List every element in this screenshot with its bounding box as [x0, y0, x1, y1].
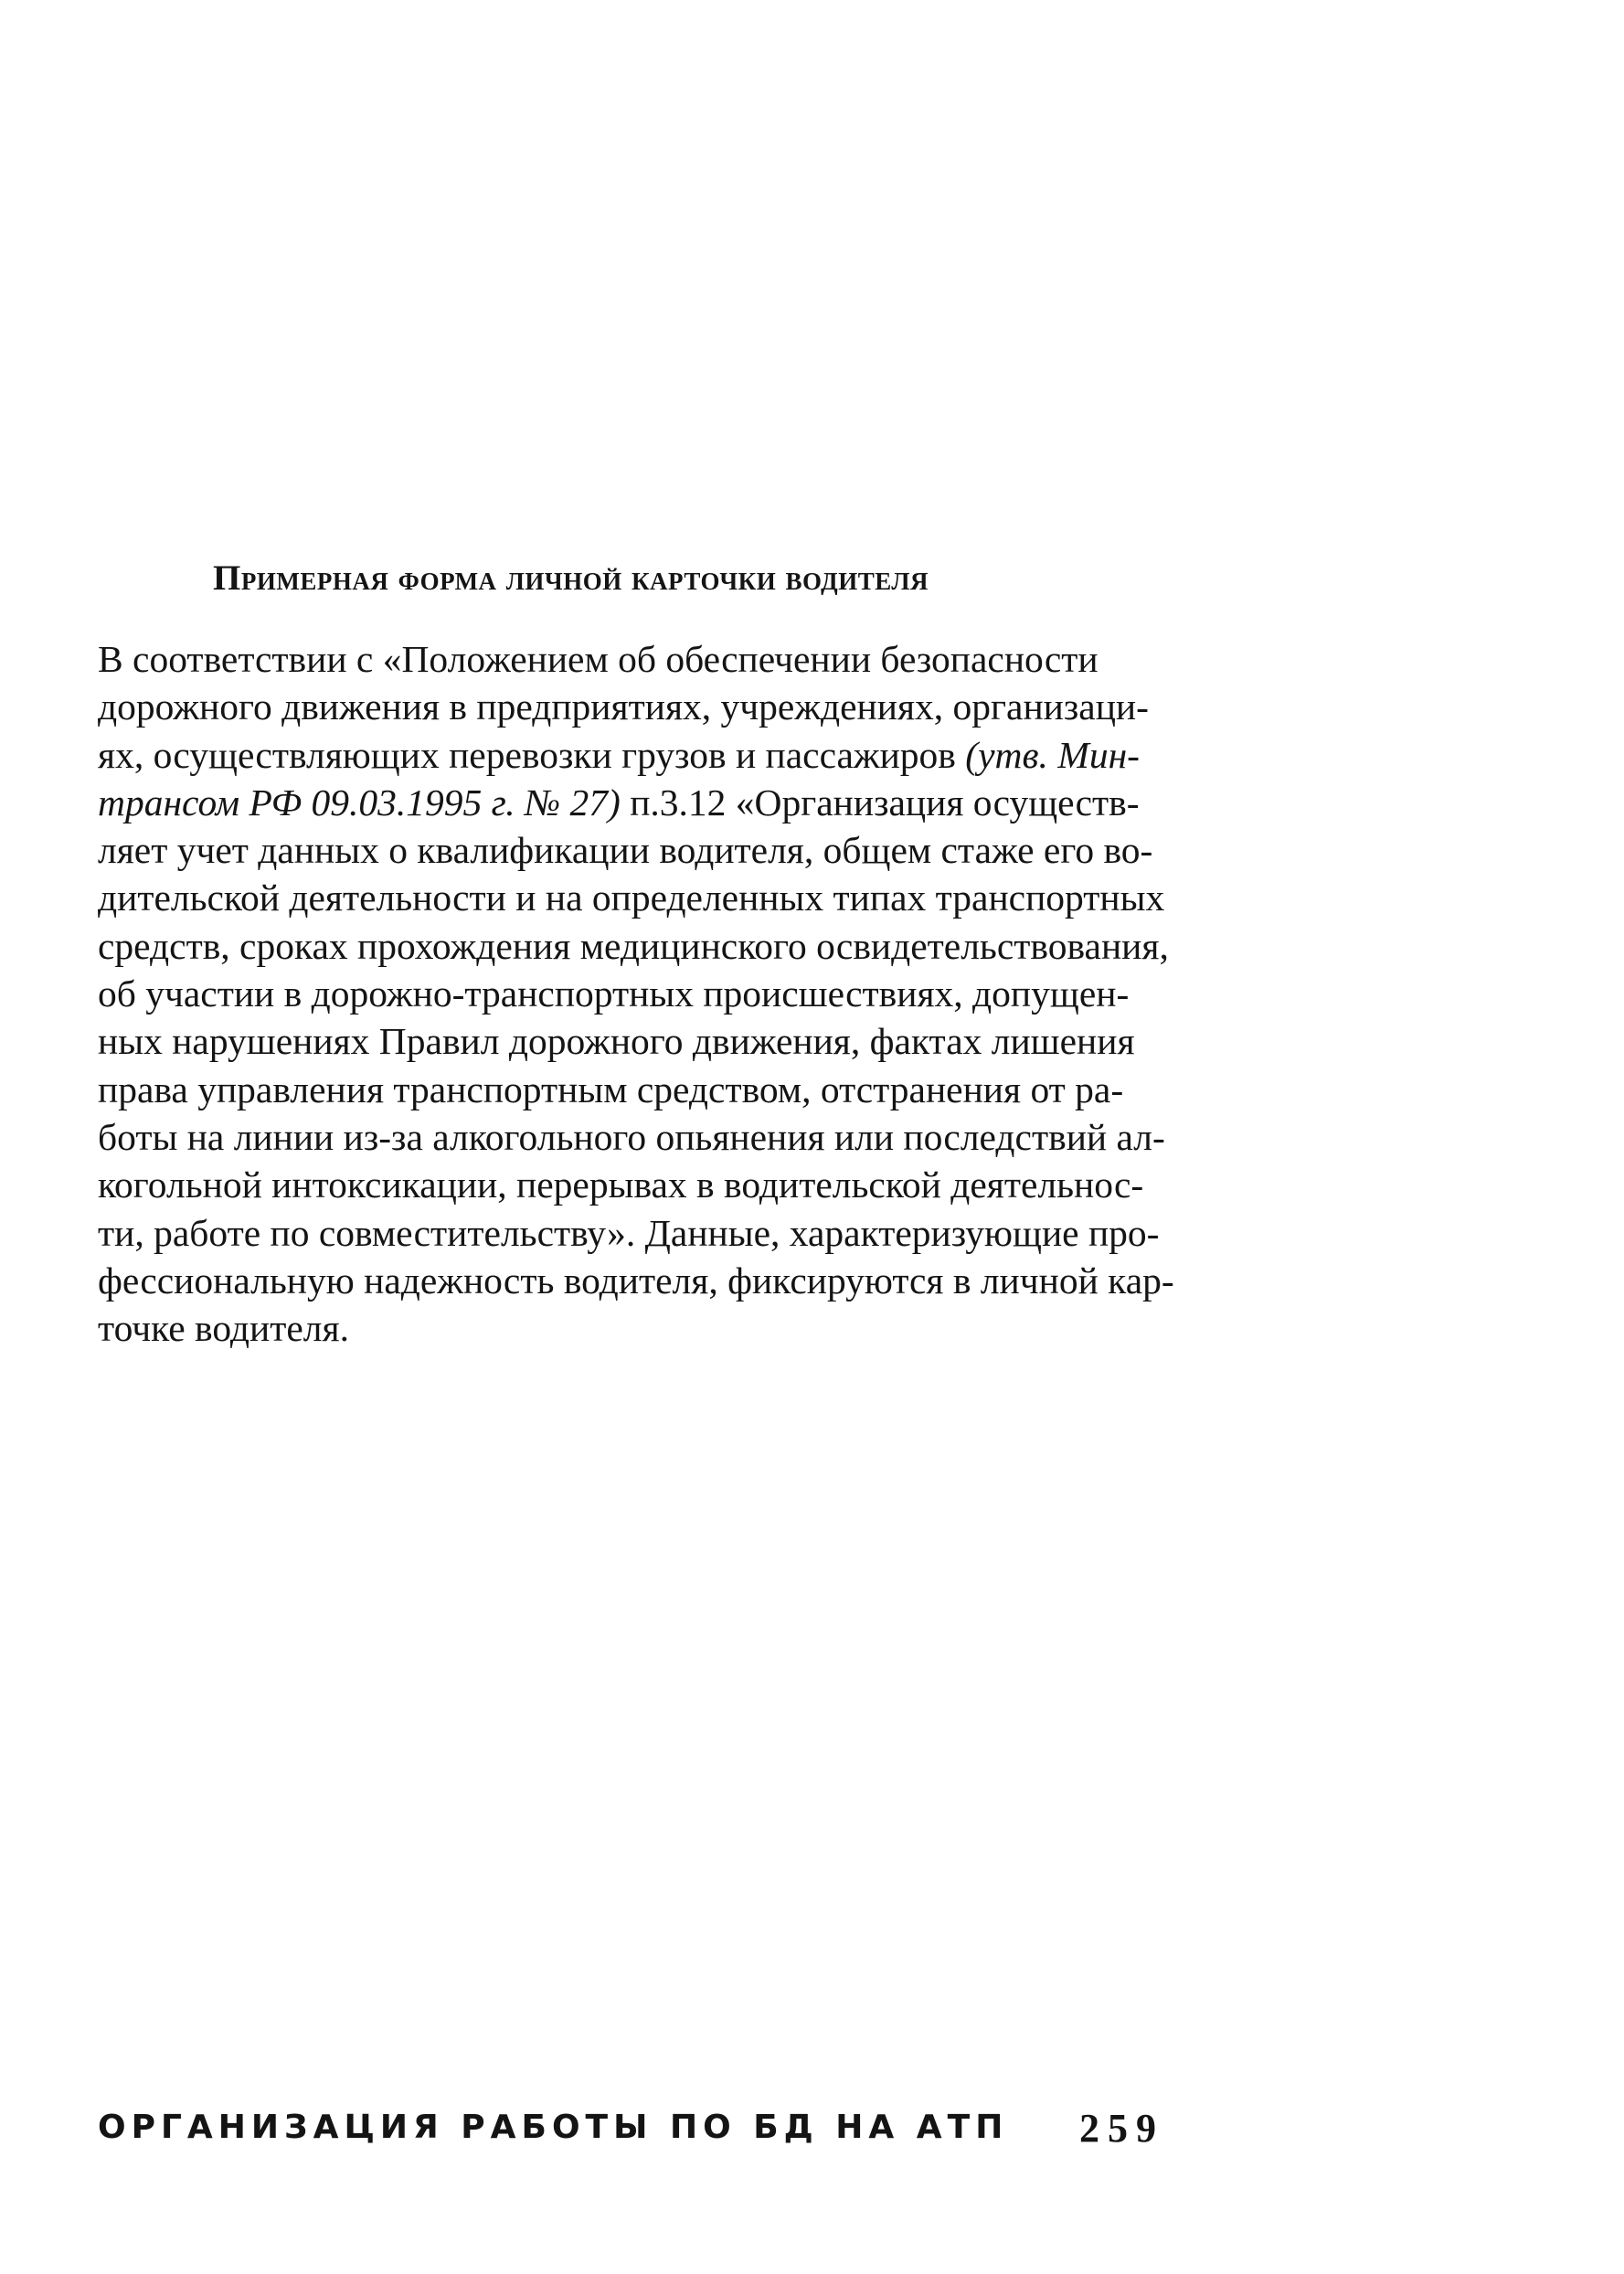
text-line	[98, 826, 1225, 874]
text-run: фессиональную надежность водителя, фиксируются в личной кар-	[98, 1259, 1174, 1302]
text-line	[98, 922, 1225, 970]
text-run: средств, сроках прохождения медицинского освидетельствования,	[98, 924, 1169, 967]
italic-citation: трансом РФ 09.03.1995 г. № 27)	[98, 781, 621, 824]
text-line	[98, 1161, 1225, 1208]
text-run: ях, осуществляющих перевозки грузов и пассажиров	[98, 733, 966, 776]
text-run: права управления транспортным средством, отстранения от ра-	[98, 1068, 1124, 1110]
text-line	[98, 1209, 1225, 1257]
text-run: когольной интоксикации, перерывах в водительской деятельнос-	[98, 1164, 1144, 1206]
text-line	[98, 1257, 1225, 1304]
text-run: дорожного движения в предприятиях, учреждениях, организаци-	[98, 685, 1149, 728]
text-line	[98, 731, 1225, 779]
italic-citation: (утв. Мин-	[965, 733, 1140, 776]
text-line	[98, 1066, 1225, 1113]
text-run: ных нарушениях Правил дорожного движения, фактах лишения	[98, 1020, 1135, 1063]
text-line	[98, 683, 1225, 730]
text-run: В соответствии с «Положением об обеспечении безопасности	[98, 638, 1099, 680]
text-run: ти, работе по совместительству». Данные, характеризующие про-	[98, 1211, 1160, 1254]
body-paragraph	[98, 635, 1225, 1352]
section-heading: Примерная форма личной карточки водителя	[213, 558, 929, 598]
text-line	[98, 1304, 1225, 1352]
page-number: 259	[1079, 2106, 1164, 2151]
text-line	[98, 1017, 1225, 1065]
text-line	[98, 874, 1225, 921]
text-line	[98, 1113, 1225, 1161]
text-run: точке водителя.	[98, 1307, 349, 1350]
text-run: боты на линии из-за алкогольного опьянения или последствий ал-	[98, 1115, 1165, 1158]
text-line	[98, 635, 1225, 683]
text-line	[98, 970, 1225, 1017]
text-run: п.3.12 «Организация осуществ-	[620, 781, 1140, 824]
text-line	[98, 779, 1225, 826]
page-footer	[98, 2106, 1231, 2163]
text-run: об участии в дорожно-транспортных происшествиях, допущен-	[98, 972, 1130, 1015]
running-footer-title: ОРГАНИЗАЦИЯ РАБОТЫ ПО БД НА АТП	[98, 2109, 1009, 2146]
text-run: ляет учет данных о квалификации водителя, общем стаже его во-	[98, 829, 1153, 872]
text-run: дительской деятельности и на определенных типах транспортных	[98, 877, 1165, 919]
